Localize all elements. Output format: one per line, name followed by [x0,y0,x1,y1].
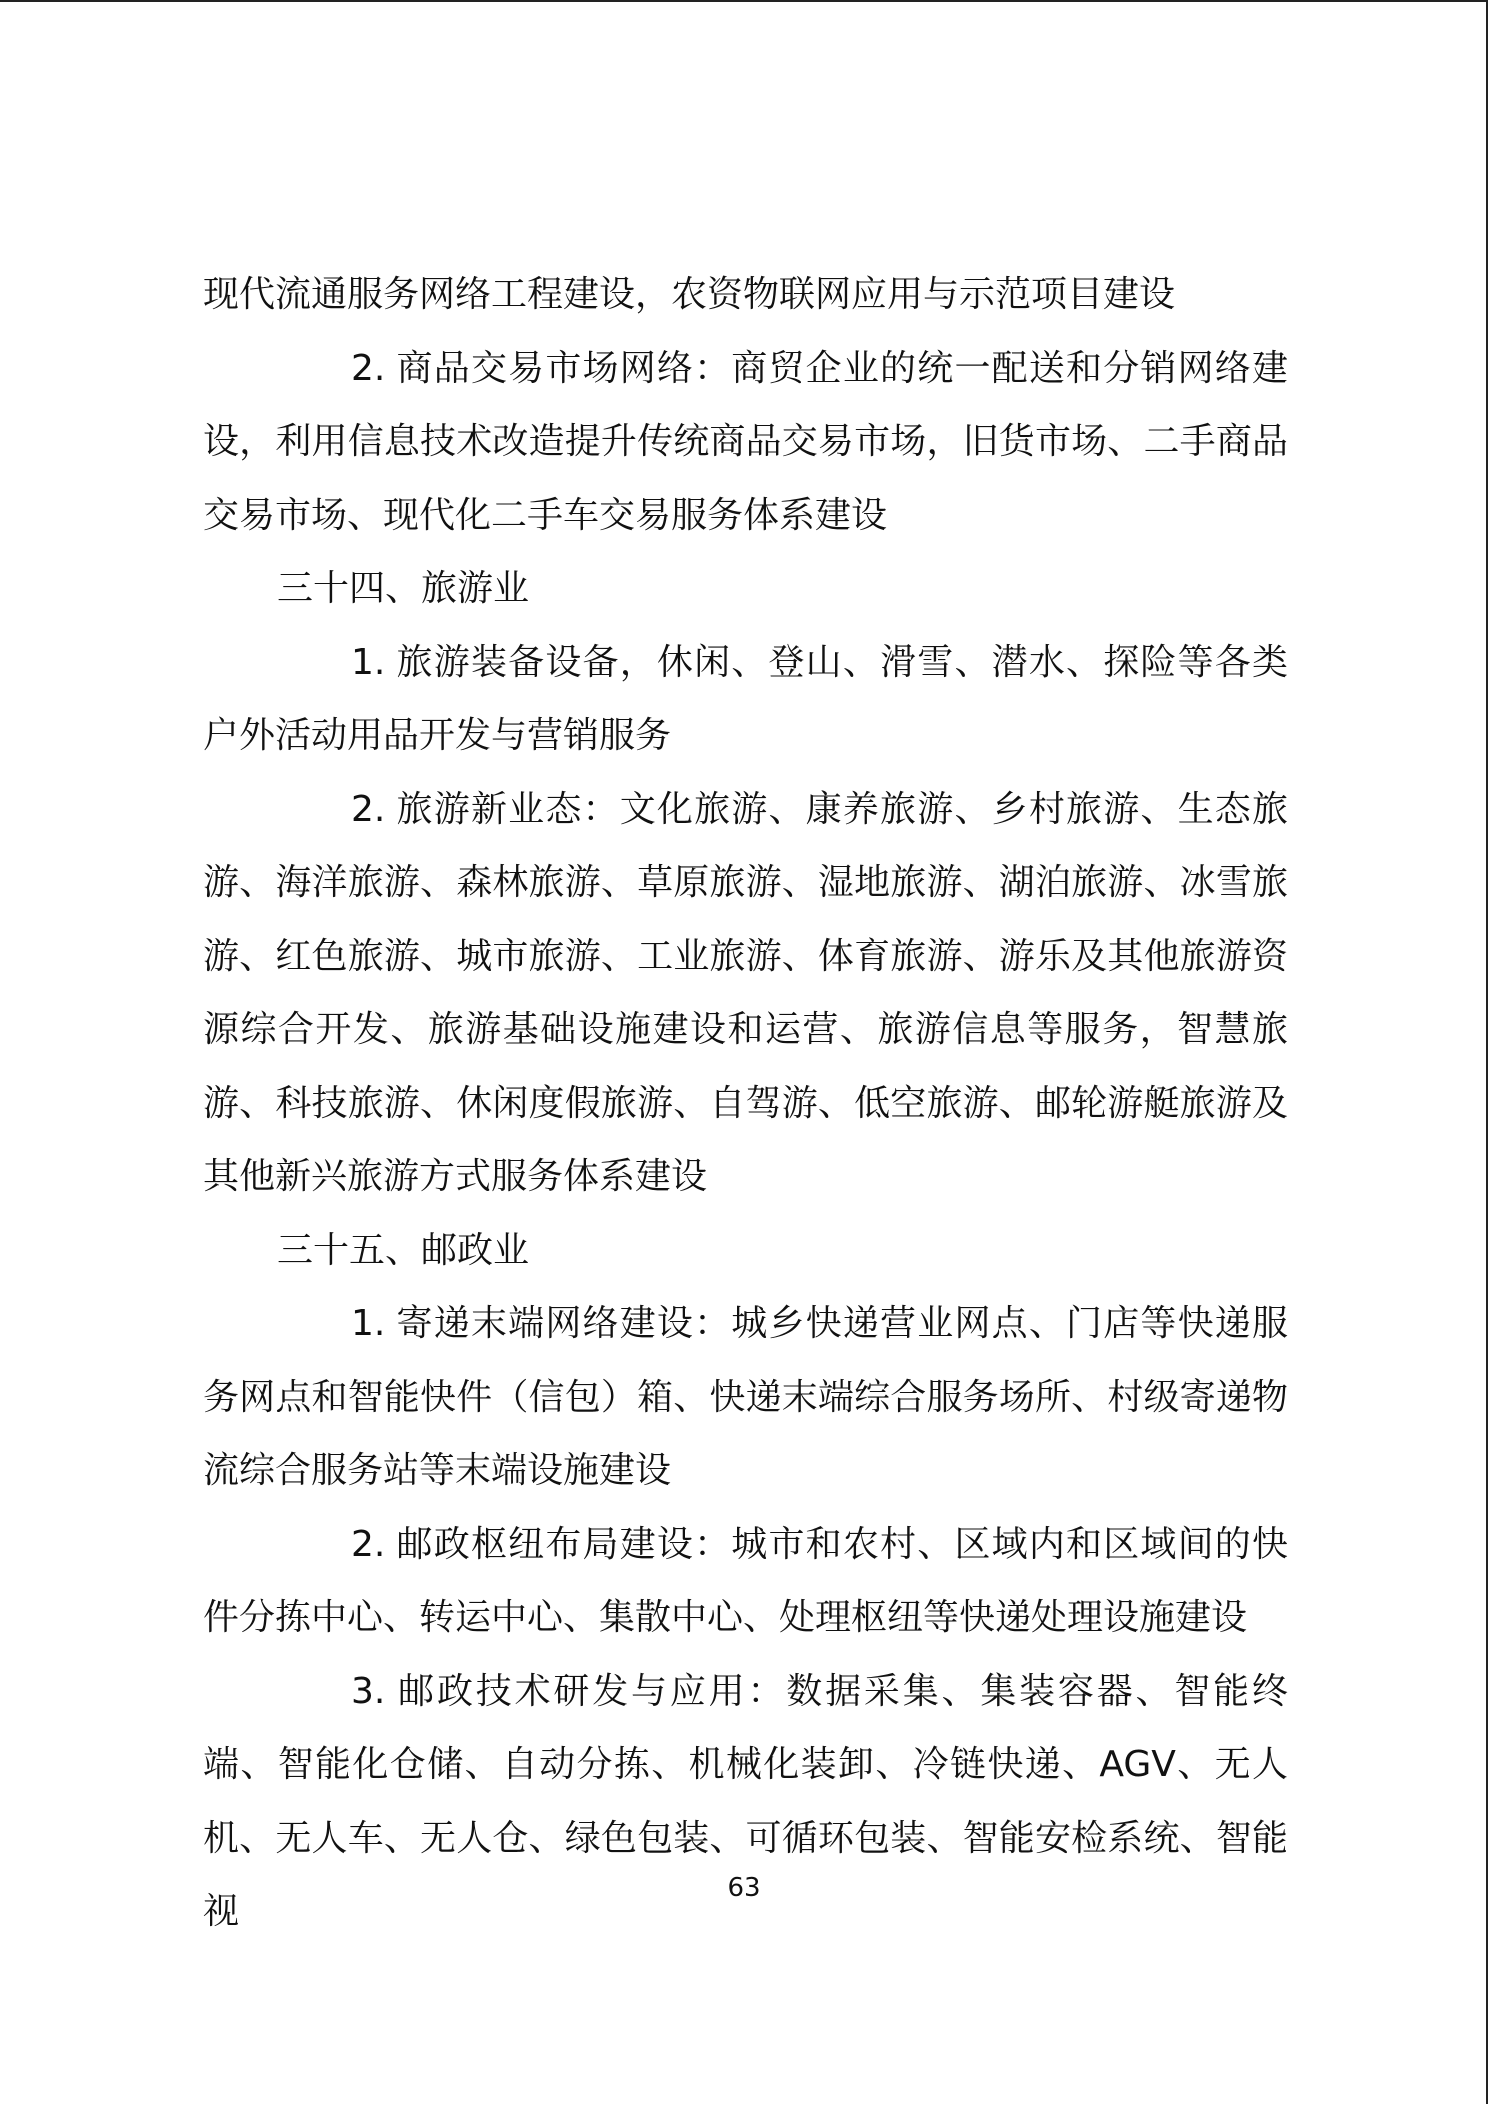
item-number: 1. [351,1303,386,1344]
item-number: 1. [351,641,386,683]
paragraph-text: 旅游装备设备，休闲、登山、滑雪、潜水、探险等各类户外活动用品开发与营销服务 [203,641,1288,756]
paragraph-2 [203,332,1288,553]
paragraph-text: 邮政技术研发与应用：数据采集、集装容器、智能终端、智能化仓储、自动分拣、机械化装卸、冷链快递、AGV、无人机、无人车、无人仓、绿色包装、可循环包装、智能安检系统、智能视 [203,1670,1288,1932]
page-number: 63 [727,1873,761,1903]
paragraph-text: 旅游新业态：文化旅游、康养旅游、乡村旅游、生态旅游、海洋旅游、森林旅游、草原旅游、湿地旅游、湖泊旅游、冰雪旅游、红色旅游、城市旅游、工业旅游、体育旅游、游乐及其他旅游资源综合开发、旅游基础设施建设和运营、旅游信息等服务，智慧旅游、科技旅游、休闲度假旅游、自驾游、低空旅游、邮轮游艇旅游及其他新兴旅游方式服务体系建设 [203,788,1288,1197]
paragraph-text: 寄递末端网络建设：城乡快递营业网点、门店等快递服务网点和智能快件（信包）箱、快递末端综合服务场所、村级寄递物流综合服务站等末端设施建设 [203,1303,1288,1491]
paragraph-5 [203,773,1288,1214]
paragraph-8 [203,1508,1288,1655]
heading-text: 三十五、邮政业 [277,1229,530,1271]
paragraph-text: 商品交易市场网络：商贸企业的统一配送和分销网络建设，利用信息技术改造提升传统商品交易市场，旧货市场、二手商品交易市场、现代化二手车交易服务体系建设 [203,347,1288,536]
section-heading-postal [203,1214,1288,1288]
paragraph-7 [203,1287,1288,1508]
paragraph-9 [203,1655,1288,1949]
paragraph-1 [203,258,1288,332]
document-body [203,258,1288,1949]
heading-text: 三十四、旅游业 [277,568,530,609]
paragraph-text: 现代流通服务网络工程建设，农资物联网应用与示范项目建设 [203,274,1176,315]
item-number: 2. [351,347,386,389]
item-number: 3. [351,1670,386,1712]
paragraph-text: 邮政枢纽布局建设：城市和农村、区域内和区域间的快件分拣中心、转运中心、集散中心、处理枢纽等快递处理设施建设 [203,1523,1288,1638]
item-number: 2. [351,788,386,830]
paragraph-4 [203,626,1288,773]
section-heading-tourism [203,552,1288,626]
item-number: 2. [351,1523,386,1565]
